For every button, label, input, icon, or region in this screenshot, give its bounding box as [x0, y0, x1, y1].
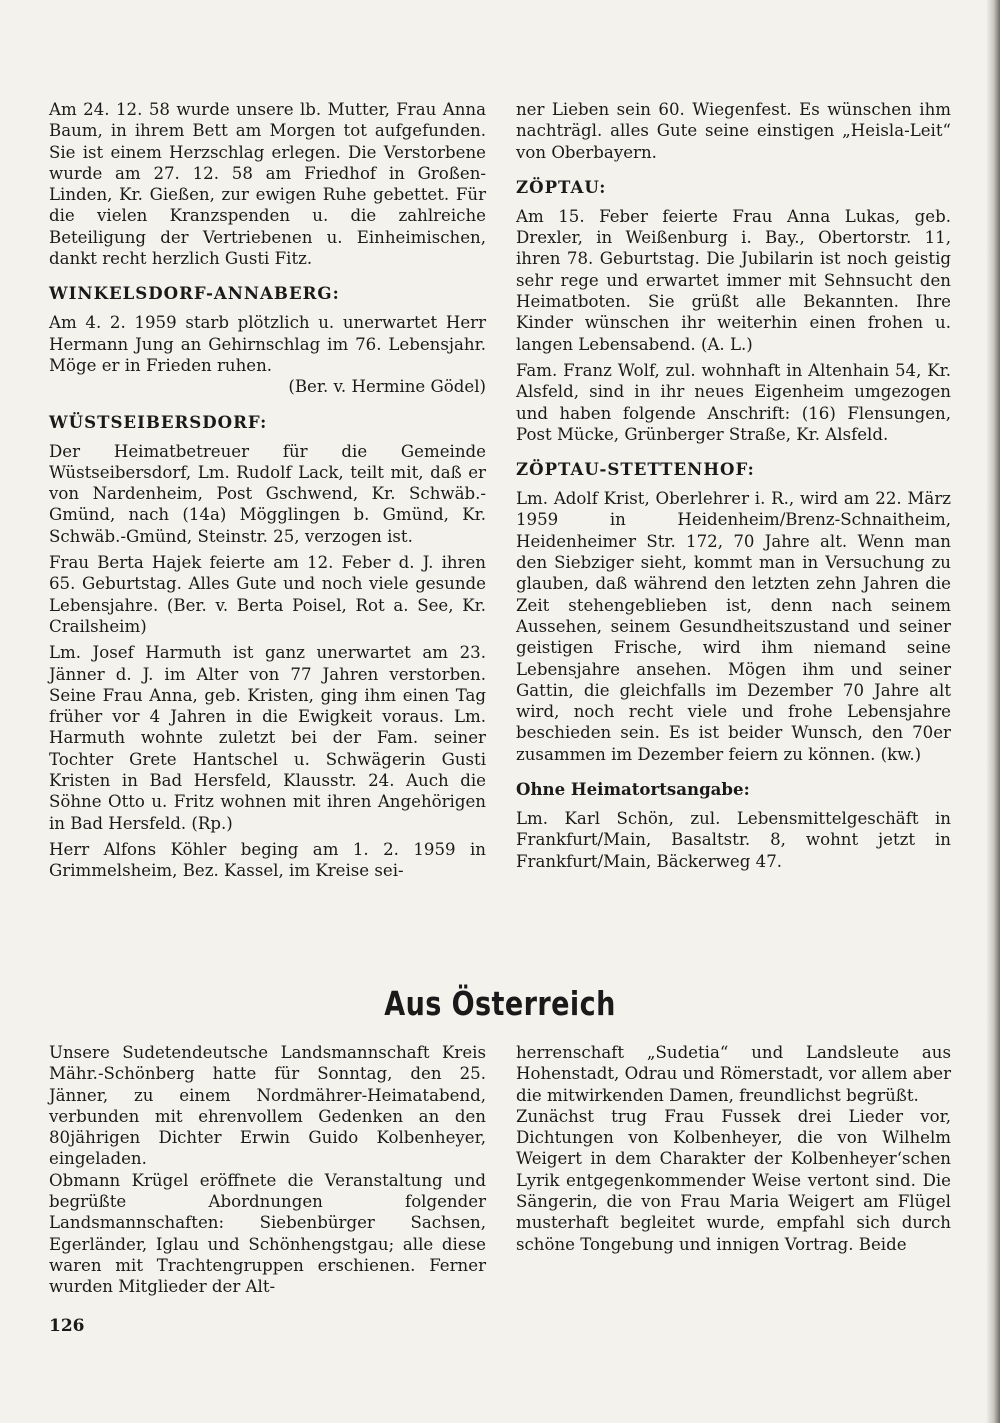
heading-ohne-heimatort: Ohne Heimatortsangabe: — [516, 779, 750, 800]
signature-goedel: (Ber. v. Hermine Gödel) — [288, 377, 486, 397]
paragraph-schoen: Lm. Karl Schön, zul. Lebensmittelgeschäft in Frankfurt/Main, Basaltstr. 8, wohnt jetzt in Frankfurt/Main, Bäckerweg 47. — [516, 809, 951, 871]
heading-wuestseibersdorf: WÜSTSEIBERSDORF: — [49, 411, 268, 432]
paragraph-lukas: Am 15. Feber feierte Frau Anna Lukas, geb. Drexler, in Weißenburg i. Bay., Obertorstr. 11, ihren 78. Geburtstag. Die Jubilarin ist noch geistig sehr rege und erwartet immer mit Sehnsucht den Heimatboten. Sie grüßt alle Bekannten. Ihre Kinder wünschen ihr weiterhin einen frohen u. langen Lebensabend. (A. L.) — [516, 206, 951, 354]
paragraph-krist: Lm. Adolf Krist, Oberlehrer i. R., wird am 22. März 1959 in Heidenheim/Brenz-Schnaitheim, Heidenheimer Str. 172, 70 Jahre alt. Wenn man den Siebziger sieht, kommt man in Versuchung zu glauben, daß während den letzten zehn Jahren die Zeit stehengeblieben ist, denn nach seinem Aussehen, seinem Gesundheitszustand und seiner geistigen Frische, wird ihm niemand seine Lebensjahre ansehen. Mögen ihm und seiner Gattin, die gleichfalls im Dezember 70 Jahre alt wird, noch recht viele und frohe Lebensjahre beschieden sein. Es ist beider Wunsch, den 70er zusammen im Dezember feiern zu können. (kw.) — [516, 489, 951, 764]
paragraph-fussek: Zunächst trug Frau Fussek drei Lieder vor, Dichtungen von Kolbenheyer, die von Wilhelm Weigert in dem Charakter der Kolbenheyer‘schen Lyrik entgegenkommender Weise vertont sind. Die Sängerin, die von Frau Maria Weigert am Flügel musterhaft begleitet wurde, empfahl sich durch schöne Tongebung und innigen Vortrag. Beide — [516, 1106, 951, 1254]
paragraph-hajek: Frau Berta Hajek feierte am 12. Feber d. J. ihren 65. Geburtstag. Alles Gute und noch viele gesunde Lebensjahre. (Ber. v. Berta Poisel, Rot a. See, Kr. Crailsheim) — [49, 553, 486, 636]
page-number: 126 — [49, 1316, 85, 1336]
right-column — [516, 99, 951, 877]
paragraph-jung: Am 4. 2. 1959 starb plötzlich u. unerwartet Herr Hermann Jung an Gehirnschlag im 76. Lebensjahr. Möge er in Frieden ruhen. — [49, 313, 486, 375]
paragraph-sudetia: herrenschaft „Sudetia“ und Landsleute aus Hohenstadt, Odrau und Römerstadt, vor allem aber die mitwirkenden Damen, freundlichst begrüßt. — [516, 1043, 951, 1105]
left-column — [49, 99, 486, 887]
heading-winkelsdorf: WINKELSDORF-ANNABERG: — [49, 283, 340, 304]
paragraph-kruegel: Obmann Krügel eröffnete die Veranstaltung und begrüßte Abordnungen folgender Landsmannschaften: Siebenbürger Sachsen, Egerländer, Iglau und Schönhengstgau; alle diese waren mit Trachtengruppen erschienen. Ferner wurden Mitglieder der Alt- — [49, 1170, 486, 1297]
paragraph-lack: Der Heimatbetreuer für die Gemeinde Wüstseibersdorf, Lm. Rudolf Lack, teilt mit, daß er von Nardenheim, Post Gschwend, Kr. Schwäb.-Gmünd, nach (14a) Mögglingen b. Gmünd, Kr. Schwäb.-Gmünd, Steinstr. 25, verzogen ist. — [49, 441, 486, 546]
paragraph-baum: Am 24. 12. 58 wurde unsere lb. Mutter, Frau Anna Baum, in ihrem Bett am Morgen tot aufgefunden. Sie ist einem Herzschlag erlegen. Die Verstorbene wurde am 27. 12. 58 am Friedhof in Großen-Linden, Kr. Gießen, zur ewigen Ruhe gebettet. Für die vielen Kranzspenden u. die zahlreiche Beteiligung der Vertriebenen u. Einheimischen, dankt recht herzlich Gusti Fitz. — [49, 100, 486, 269]
bottom-left-column — [49, 1042, 486, 1303]
page-spine-shadow — [986, 0, 1000, 1423]
bottom-right-column — [516, 1042, 951, 1260]
paragraph-koehler: Herr Alfons Köhler beging am 1. 2. 1959 in Grimmelsheim, Bez. Kassel, im Kreise sei- — [49, 839, 486, 881]
paragraph-koehler-cont: ner Lieben sein 60. Wiegenfest. Es wünschen ihm nachträgl. alles Gute seine einstigen „Heisla-Leit“ von Oberbayern. — [516, 100, 951, 162]
paragraph-wolf: Fam. Franz Wolf, zul. wohnhaft in Altenhain 54, Kr. Alsfeld, sind in ihr neues Eigenheim umgezogen und haben folgende Anschrift: (16) Flensungen, Post Mücke, Grünberger Straße, Kr. Alsfeld. — [516, 360, 951, 444]
paragraph-harmuth: Lm. Josef Harmuth ist ganz unerwartet am 23. Jänner d. J. im Alter von 77 Jahren verstorben. Seine Frau Anna, geb. Kristen, ging ihm einen Tag früher vor 4 Jahren in die Ewigkeit voraus. Lm. Harmuth wohnte zuletzt bei der Fam. seiner Tochter Grete Hantschel u. Schwägerin Gusti Kristen in Bad Hersfeld, Klausstr. 24. Auch die Söhne Otto u. Fritz wohnen mit ihren Angehörigen in Bad Hersfeld. (Rp.) — [49, 643, 486, 833]
paragraph-landsmannschaft: Unsere Sudetendeutsche Landsmannschaft Kreis Mähr.-Schönberg hatte für Sonntag, den 25. Jänner, zu einem Nordmährer-Heimatabend, verbunden mit ehrenvollem Gedenken an den 80jährigen Dichter Erwin Guido Kolbenheyer, eingeladen. — [49, 1043, 486, 1169]
section-headline: Aus Österreich — [384, 984, 616, 1023]
heading-stettenhof: ZÖPTAU-STETTENHOF: — [516, 459, 755, 480]
heading-zoeptau: ZÖPTAU: — [516, 176, 607, 197]
